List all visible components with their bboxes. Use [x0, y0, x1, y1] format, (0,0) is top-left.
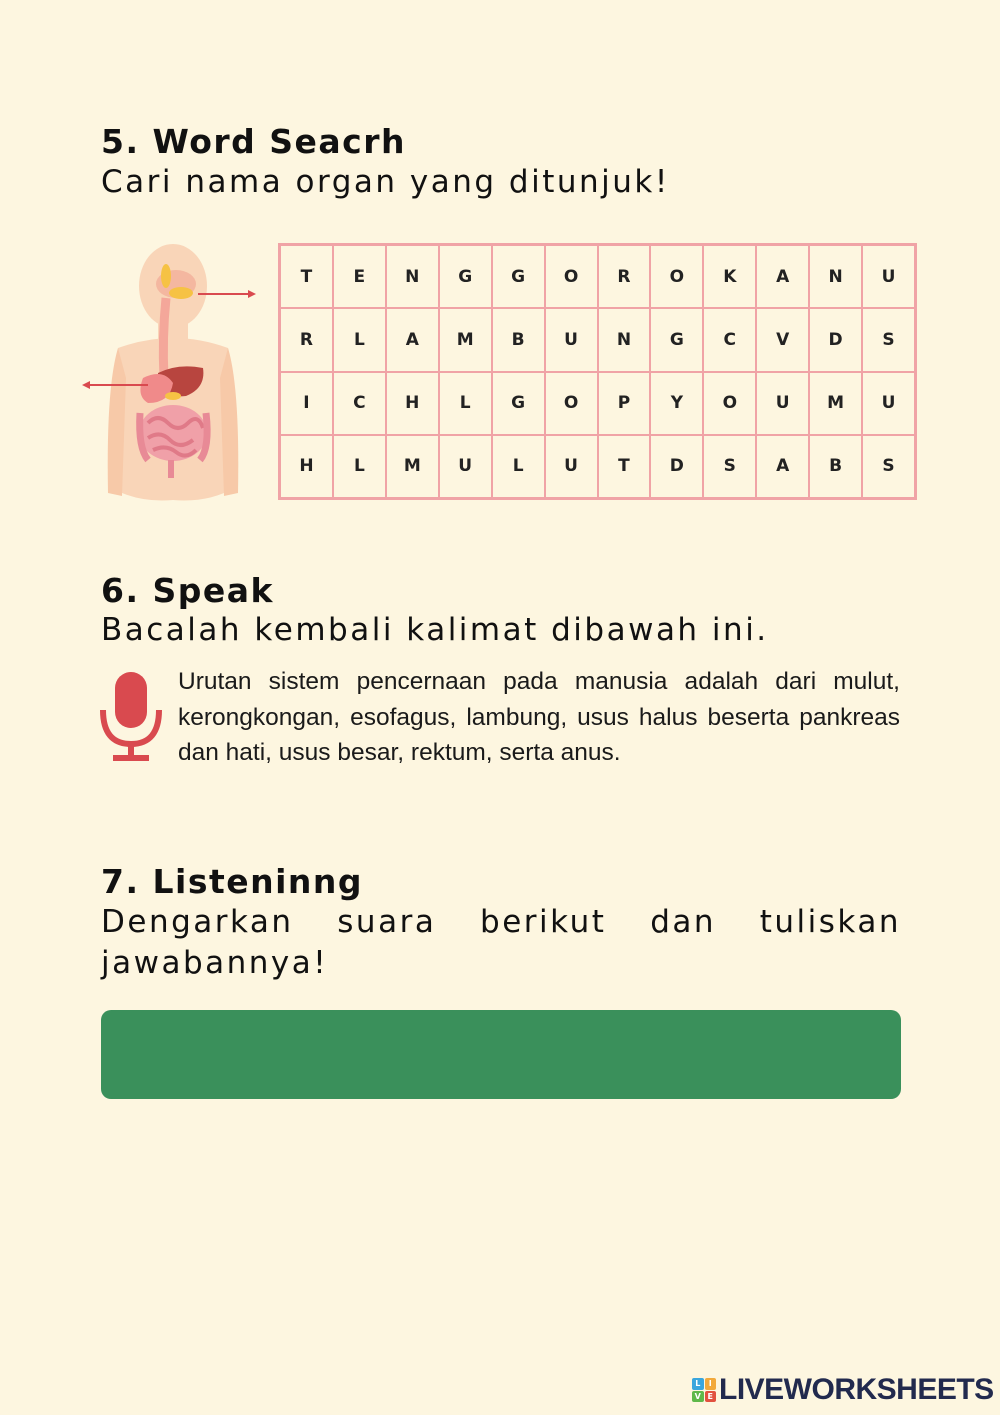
grid-cell[interactable]: N — [809, 245, 862, 308]
grid-cell[interactable]: L — [492, 435, 545, 498]
reading-passage: Urutan sistem pencernaan pada manusia adalah dari mulut, kerongkongan, esofagus, lambung, usus halus beserta pankreas dan hati, usus besar, rektum, serta anus. — [178, 668, 900, 766]
audio-player-bar[interactable] — [101, 1010, 901, 1099]
grid-cell[interactable]: U — [862, 372, 915, 435]
instruction-word: berikut — [480, 904, 607, 940]
logo-mark-letter: V — [692, 1391, 704, 1403]
grid-cell[interactable]: O — [545, 245, 598, 308]
section-5-title: 5. Word Seacrh — [101, 122, 407, 161]
logo-mark-letter: L — [692, 1378, 704, 1390]
grid-cell[interactable]: S — [862, 435, 915, 498]
grid-cell[interactable]: M — [386, 435, 439, 498]
instruction-word: tuliskan — [759, 904, 901, 940]
grid-cell[interactable]: R — [280, 308, 333, 371]
grid-cell[interactable]: G — [492, 245, 545, 308]
grid-cell[interactable]: Y — [650, 372, 703, 435]
section-6-instruction: Bacalah kembali kalimat dibawah ini. — [101, 612, 769, 648]
grid-cell[interactable]: B — [809, 435, 862, 498]
grid-cell[interactable]: N — [598, 308, 651, 371]
grid-cell[interactable]: V — [756, 308, 809, 371]
grid-cell[interactable]: A — [756, 435, 809, 498]
grid-cell[interactable]: U — [545, 435, 598, 498]
grid-cell[interactable]: T — [280, 245, 333, 308]
grid-cell[interactable]: L — [333, 308, 386, 371]
instruction-word: Dengarkan — [101, 904, 294, 940]
grid-cell[interactable]: G — [650, 308, 703, 371]
instruction-word: suara — [337, 904, 437, 940]
grid-cell[interactable]: L — [333, 435, 386, 498]
grid-cell[interactable]: I — [280, 372, 333, 435]
section-6-title: 6. Speak — [101, 571, 274, 610]
grid-cell[interactable]: K — [703, 245, 756, 308]
microphone-icon[interactable] — [98, 670, 164, 762]
grid-cell[interactable]: U — [862, 245, 915, 308]
section-7-title: 7. Listeninng — [101, 862, 364, 901]
grid-cell[interactable]: M — [809, 372, 862, 435]
grid-cell[interactable]: E — [333, 245, 386, 308]
grid-cell[interactable]: G — [439, 245, 492, 308]
liveworksheets-logo — [692, 1374, 994, 1406]
digestive-system-illustration-icon — [78, 238, 268, 506]
grid-cell[interactable]: A — [756, 245, 809, 308]
grid-cell[interactable]: C — [333, 372, 386, 435]
grid-cell[interactable]: H — [386, 372, 439, 435]
grid-cell[interactable]: M — [439, 308, 492, 371]
grid-cell[interactable]: S — [862, 308, 915, 371]
grid-cell[interactable]: U — [756, 372, 809, 435]
section-7-instruction-line2: jawabannya! — [101, 945, 329, 981]
grid-cell[interactable]: L — [439, 372, 492, 435]
grid-cell[interactable]: U — [439, 435, 492, 498]
logo-mark-letter: I — [705, 1378, 717, 1390]
grid-cell[interactable]: A — [386, 308, 439, 371]
grid-cell[interactable]: G — [492, 372, 545, 435]
grid-cell[interactable]: O — [703, 372, 756, 435]
grid-cell[interactable]: C — [703, 308, 756, 371]
grid-cell[interactable]: T — [598, 435, 651, 498]
section-7-instruction — [101, 902, 901, 984]
grid-cell[interactable]: H — [280, 435, 333, 498]
grid-cell[interactable]: U — [545, 308, 598, 371]
grid-cell[interactable]: R — [598, 245, 651, 308]
instruction-word: dan — [650, 904, 717, 940]
grid-cell[interactable]: N — [386, 245, 439, 308]
grid-cell[interactable]: P — [598, 372, 651, 435]
logo-text: LIVEWORKSHEETS — [719, 1373, 994, 1406]
section-5-instruction: Cari nama organ yang ditunjuk! — [101, 164, 670, 200]
word-search-grid — [278, 243, 917, 500]
grid-cell[interactable]: D — [809, 308, 862, 371]
grid-cell[interactable]: O — [650, 245, 703, 308]
logo-mark-icon — [692, 1378, 716, 1402]
grid-cell[interactable]: D — [650, 435, 703, 498]
logo-mark-letter: E — [705, 1391, 717, 1403]
grid-cell[interactable]: S — [703, 435, 756, 498]
grid-cell[interactable]: B — [492, 308, 545, 371]
grid-cell[interactable]: O — [545, 372, 598, 435]
